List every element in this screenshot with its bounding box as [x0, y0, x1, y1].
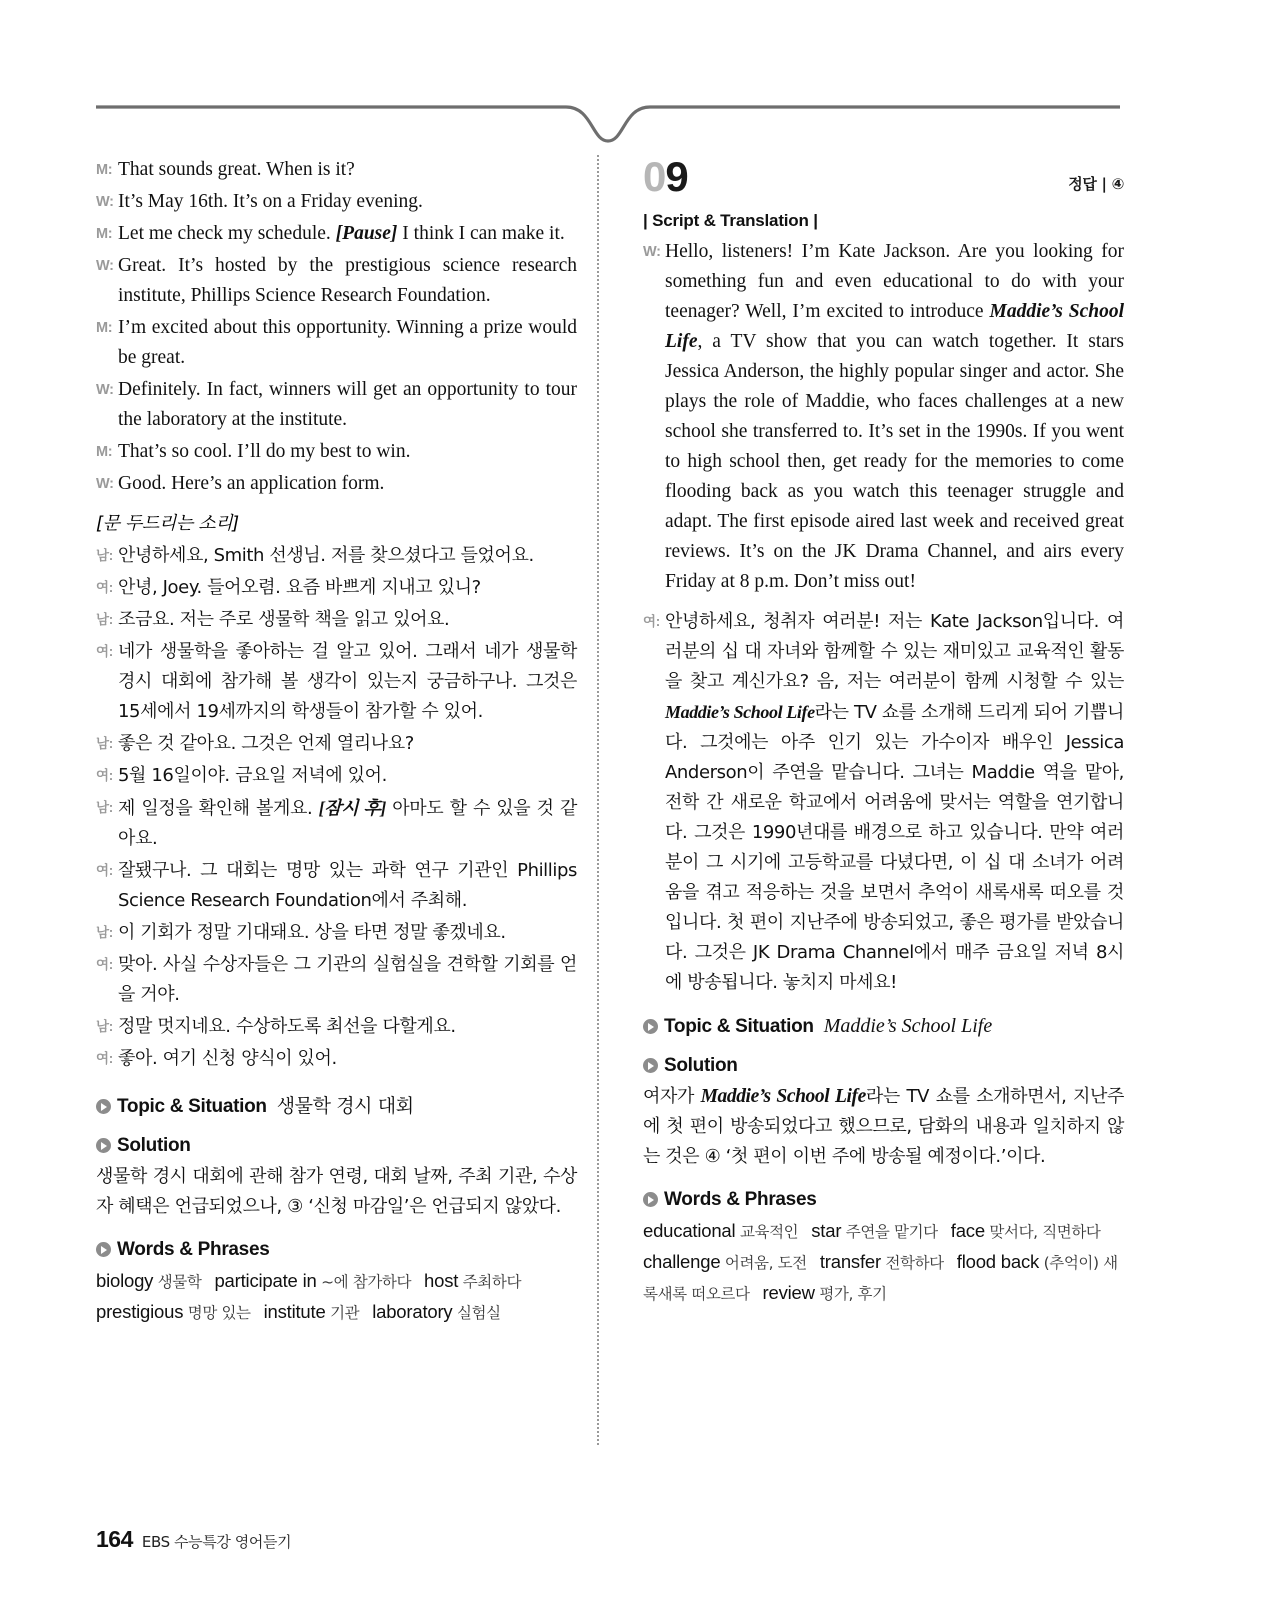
- speaker-tag: M:: [96, 162, 113, 178]
- speaker-tag: 남:: [96, 548, 113, 563]
- speaker-tag: M:: [96, 444, 113, 460]
- word-meaning: 주연을 맡기다: [845, 1223, 938, 1241]
- speaker-tag: 여:: [96, 644, 113, 659]
- translation-line: [96, 1012, 577, 1042]
- page-number: 164: [96, 1526, 133, 1552]
- script-text: That sounds great. When is it?: [118, 159, 355, 180]
- word-meaning: 평가, 후기: [819, 1285, 887, 1303]
- play-triangle-icon: [96, 1242, 111, 1257]
- speaker-tag: 여:: [96, 957, 113, 972]
- script-line: [96, 375, 577, 435]
- word-entry: [214, 1271, 411, 1291]
- word-term: challenge: [643, 1251, 721, 1272]
- play-triangle-icon: [96, 1099, 111, 1114]
- words-phrases-heading-left: [96, 1239, 577, 1261]
- section-label: Topic & Situation: [664, 1016, 814, 1037]
- translation-text: 안녕하세요, Smith 선생님. 저를 찾으셨다고 들었어요.: [118, 545, 534, 566]
- word-entry: [96, 1271, 201, 1291]
- word-meaning: ~에 참가하다: [321, 1273, 412, 1291]
- speaker-tag: 여:: [96, 1051, 113, 1066]
- speaker-tag: W:: [643, 244, 661, 260]
- speaker-tag: 남:: [96, 736, 113, 751]
- translation-line: [96, 637, 577, 727]
- topic-value: Maddie’s School Life: [823, 1015, 993, 1037]
- two-column-body: [96, 155, 1124, 1445]
- solution-heading-left: [96, 1135, 577, 1157]
- left-column: [96, 155, 577, 1328]
- section-label: Words & Phrases: [117, 1239, 270, 1260]
- translation-text: 조금요. 저는 주로 생물학 책을 읽고 있어요.: [118, 609, 450, 630]
- script-line: [96, 313, 577, 373]
- solution-text-left: 생물학 경시 대회에 관해 참가 연령, 대회 날짜, 주최 기관, 수상자 혜택은 언급되었으나, ③ ‘신청 마감일’은 언급되지 않았다.: [96, 1166, 577, 1217]
- section-label: Topic & Situation: [117, 1096, 267, 1117]
- word-entry: [811, 1221, 938, 1241]
- word-meaning: 맞서다, 직면하다: [989, 1223, 1101, 1241]
- translation-text: 정말 멋지네요. 수상하도록 최선을 다할게요.: [118, 1016, 456, 1037]
- page-footer: [96, 1526, 291, 1553]
- translation-line: [96, 605, 577, 635]
- translation-line: [96, 729, 577, 759]
- script-line: [96, 155, 577, 185]
- script-line: [643, 237, 1124, 597]
- word-entry: [951, 1221, 1101, 1241]
- translation-line: [96, 950, 577, 1010]
- word-term: laboratory: [372, 1301, 453, 1322]
- word-meaning: 주최하다: [462, 1273, 522, 1291]
- script-line: [96, 437, 577, 467]
- translation-line: [96, 856, 577, 916]
- stage-direction: [문 두드리는 소리]: [96, 513, 239, 534]
- translation-text: 잘됐구나. 그 대회는 명망 있는 과학 연구 기관인 Phillips Science Research Foundation에서 주최해.: [118, 860, 577, 911]
- solution-heading-right: [643, 1055, 1124, 1077]
- word-term: star: [811, 1220, 842, 1241]
- translation-line: [96, 793, 577, 854]
- section-label: Solution: [117, 1135, 191, 1156]
- script-text: I’m excited about this opportunity. Winning a prize would be great.: [118, 317, 577, 368]
- word-term: host: [424, 1270, 459, 1291]
- speaker-tag: 남:: [96, 1019, 113, 1034]
- play-triangle-icon: [96, 1138, 111, 1153]
- word-meaning: 교육적인: [739, 1223, 799, 1241]
- script-text: Hello, listeners! I’m Kate Jackson. Are you looking for something fun and even educational to do with your teenager? Well, I’m excited to introduce Maddie’s School Life, a TV show that you can watch together. It stars Jessica Anderson, the highly popular singer and actor. She plays the role of Maddie, who faces challenges at a new school she transferred to. It’s set in the 1990s. If you went to high school then, get ready for the memories to come flooding back as you watch this teenager struggle and adapt. The first episode aired last week and received great reviews. It’s on the JK Drama Channel, and airs every Friday at 8 p.m. Don’t miss out!: [665, 241, 1124, 592]
- topic-situation-heading-right: [643, 1015, 1124, 1038]
- word-term: biology: [96, 1270, 154, 1291]
- speaker-tag: 남:: [96, 800, 113, 815]
- translation-text: 맞아. 사실 수상자들은 그 기관의 실험실을 견학할 기회를 얻을 거야.: [118, 954, 577, 1005]
- word-term: transfer: [819, 1251, 881, 1272]
- speaker-tag: 여:: [96, 768, 113, 783]
- question-number: [643, 155, 1124, 199]
- play-triangle-icon: [643, 1192, 658, 1207]
- topic-value: 생물학 경시 대회: [276, 1095, 414, 1117]
- word-entry: [643, 1221, 798, 1241]
- translation-text: 5월 16일이야. 금요일 저녁에 있어.: [118, 765, 387, 786]
- speaker-tag: W:: [96, 258, 114, 274]
- script-line: [96, 187, 577, 217]
- word-meaning: 기관: [330, 1304, 360, 1322]
- speaker-tag: M:: [96, 320, 113, 336]
- word-term: educational: [643, 1220, 736, 1241]
- word-entry: [643, 1252, 807, 1272]
- words-phrases-heading-right: [643, 1189, 1124, 1211]
- word-meaning: 실험실: [456, 1304, 501, 1322]
- script-text: Let me check my schedule. [Pause] I think I can make it.: [118, 223, 565, 244]
- translation-line: [96, 541, 577, 571]
- words-phrases-list-right: [643, 1216, 1124, 1309]
- play-triangle-icon: [643, 1019, 658, 1034]
- script-line: [96, 251, 577, 311]
- script-text: Definitely. In fact, winners will get an opportunity to tour the laboratory at the institute.: [118, 379, 577, 430]
- question-header: [643, 155, 1124, 209]
- script-text: Good. Here’s an application form.: [118, 473, 385, 494]
- translation-text: 안녕, Joey. 들어오렴. 요즘 바쁘게 지내고 있니?: [118, 577, 481, 598]
- translation-text: 네가 생물학을 좋아하는 걸 알고 있어. 그래서 네가 생물학 경시 대회에 참가해 볼 생각이 있는지 궁금하구나. 그것은 15세에서 19세까지의 학생들이 참가할 수 있어.: [118, 641, 577, 722]
- translation-text: 좋아. 여기 신청 양식이 있어.: [118, 1048, 337, 1069]
- words-phrases-list-left: [96, 1266, 577, 1328]
- speaker-tag: 남:: [96, 925, 113, 940]
- word-meaning: 생물학: [157, 1273, 202, 1291]
- translation-text: 좋은 것 같아요. 그것은 언제 열리나요?: [118, 733, 414, 754]
- speaker-tag: W:: [96, 194, 114, 210]
- word-term: participate in: [214, 1270, 317, 1291]
- word-entry: [763, 1283, 887, 1303]
- solution-text-right: 여자가 Maddie’s School Life라는 TV 쇼를 소개하면서, 지난주에 첫 편이 방송되었다고 했으므로, 담화의 내용과 일치하지 않는 것은 ④ ‘첫 편이 이번 주에 방송될 예정이다.’이다.: [643, 1086, 1124, 1167]
- script-line: [96, 469, 577, 499]
- word-term: face: [950, 1220, 985, 1241]
- word-entry: [820, 1252, 944, 1272]
- script-translation-label: | Script & Translation |: [643, 211, 818, 230]
- translation-line: [96, 918, 577, 948]
- script-text: It’s May 16th. It’s on a Friday evening.: [118, 191, 423, 212]
- section-label: Solution: [664, 1055, 738, 1076]
- play-triangle-icon: [643, 1058, 658, 1073]
- word-entry: [424, 1271, 521, 1291]
- translation-line: [96, 761, 577, 791]
- speaker-tag: 여:: [643, 614, 660, 629]
- word-term: institute: [263, 1301, 326, 1322]
- topic-situation-heading-left: [96, 1091, 577, 1118]
- translation-line: [96, 573, 577, 603]
- word-term: flood back: [956, 1251, 1040, 1272]
- word-entry: [264, 1302, 360, 1322]
- script-line: [96, 219, 577, 249]
- question-number-leading-zero: 0: [643, 153, 666, 200]
- word-entry: [372, 1302, 501, 1322]
- right-column: [643, 155, 1124, 1309]
- answer-key: 정답 | ④: [1068, 175, 1124, 193]
- translation-text: 이 기회가 정말 기대돼요. 상을 타면 정말 좋겠네요.: [118, 922, 506, 943]
- speaker-tag: M:: [96, 226, 113, 242]
- speaker-tag: 여:: [96, 863, 113, 878]
- script-text: That’s so cool. I’ll do my best to win.: [118, 441, 411, 462]
- translation-text: 안녕하세요, 청취자 여러분! 저는 Kate Jackson입니다. 여러분의 십 대 자녀와 함께할 수 있는 재미있고 교육적인 활동을 찾고 계신가요? 음, 저는 여러분이 함께 시청할 수 있는 Maddie’s School Life라는 TV 쇼를 소개해 드리게 되어 기쁩니다. 그것에는 아주 인기 있는 가수이자 배우인 Jessica Anderson이 주연을 맡습니다. 그녀는 Maddie 역을 맡아, 전학 간 새로운 학교에서 어려움에 맞서는 역할을 연기합니다. 그것은 1990년대를 배경으로 하고 있습니다. 만약 여러분이 그 시기에 고등학교를 다녔다면, 이 십 대 소녀가 어려움을 겪고 적응하는 것을 보면서 추억이 새록새록 떠오를 것입니다. 첫 편이 지난주에 방송되었고, 좋은 평가를 받았습니다. 그것은 JK Drama Channel에서 매주 금요일 저녁 8시에 방송됩니다. 놓치지 마세요!: [665, 611, 1124, 993]
- word-entry: [96, 1302, 251, 1322]
- column-divider: [597, 155, 599, 1445]
- top-decorative-rule: [96, 95, 1120, 155]
- word-meaning: 어려움, 도전: [724, 1254, 807, 1272]
- word-meaning: 전학하다: [885, 1254, 944, 1272]
- script-text: Great. It’s hosted by the prestigious science research institute, Phillips Science Research Foundation.: [118, 255, 577, 306]
- word-meaning: (추억이) 새록새록 떠오르다: [643, 1254, 1118, 1303]
- word-term: prestigious: [96, 1301, 184, 1322]
- word-term: review: [762, 1282, 815, 1303]
- speaker-tag: 남:: [96, 612, 113, 627]
- word-meaning: 명망 있는: [187, 1304, 251, 1322]
- section-label: Words & Phrases: [664, 1189, 817, 1210]
- translation-text: 제 일정을 확인해 볼게요. [잠시 후] 아마도 할 수 있을 것 같아요.: [118, 798, 577, 849]
- korean-translation-left: [96, 541, 577, 1074]
- english-script-left: [96, 155, 577, 499]
- question-number-digit: 9: [665, 153, 688, 200]
- speaker-tag: W:: [96, 382, 114, 398]
- speaker-tag: 여:: [96, 580, 113, 595]
- translation-line: [643, 607, 1124, 998]
- translation-line: [96, 1044, 577, 1074]
- speaker-tag: W:: [96, 476, 114, 492]
- book-title: EBS 수능특강 영어듣기: [141, 1533, 292, 1551]
